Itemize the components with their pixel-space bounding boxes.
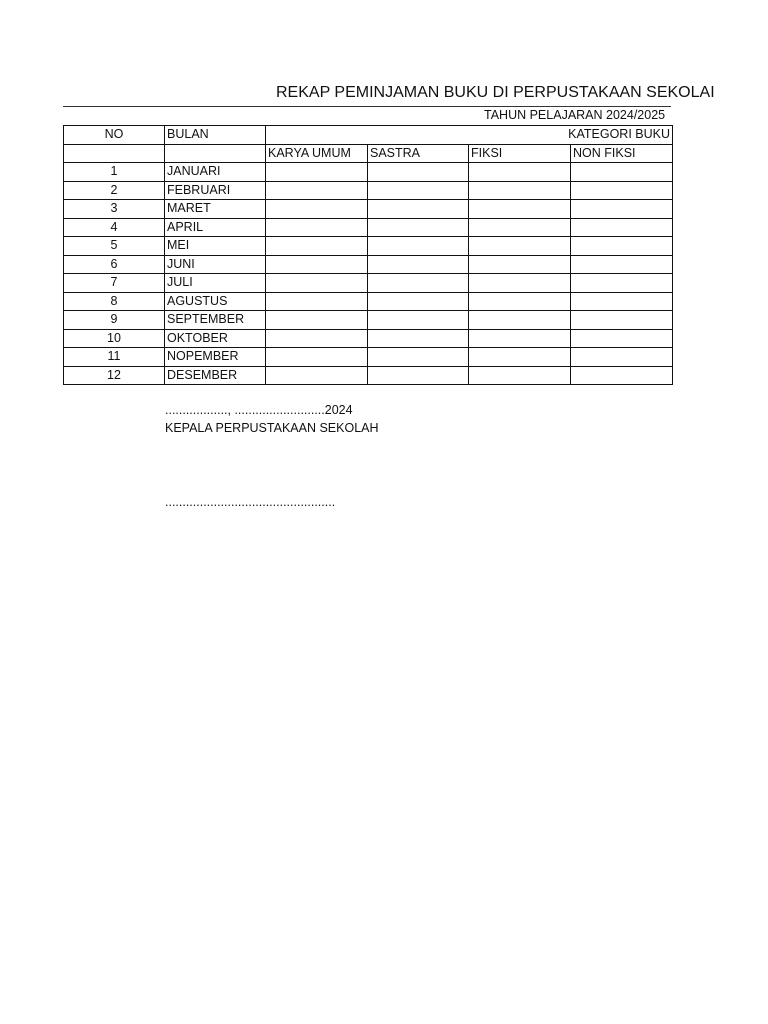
row-karya-umum-cell — [266, 218, 368, 237]
row-non-fiksi-cell — [571, 181, 673, 200]
table-header-row — [64, 126, 673, 145]
row-sastra-cell — [368, 163, 469, 182]
row-no-cell: 8 — [64, 292, 165, 311]
table-row — [64, 311, 673, 330]
signature-place-date: .................., ..........................2024 — [165, 403, 353, 417]
row-sastra-cell — [368, 329, 469, 348]
page-title: REKAP PEMINJAMAN BUKU DI PERPUSTAKAAN SEKOLAI — [276, 84, 715, 101]
row-month-cell: AGUSTUS — [165, 292, 266, 311]
row-karya-umum-cell — [266, 181, 368, 200]
row-fiksi-cell — [469, 255, 571, 274]
row-sastra-cell — [368, 200, 469, 219]
subheader-empty-cell — [165, 144, 266, 163]
row-non-fiksi-cell — [571, 200, 673, 219]
row-no-cell: 5 — [64, 237, 165, 256]
row-karya-umum-cell — [266, 255, 368, 274]
school-year-subtitle: TAHUN PELAJARAN 2024/2025 — [484, 108, 666, 122]
row-fiksi-cell — [469, 329, 571, 348]
table-row — [64, 218, 673, 237]
row-fiksi-cell — [469, 163, 571, 182]
signature-role: KEPALA PERPUSTAKAAN SEKOLAH — [165, 421, 379, 435]
row-month-cell: MEI — [165, 237, 266, 256]
row-non-fiksi-cell — [571, 218, 673, 237]
table-row — [64, 348, 673, 367]
table-row — [64, 292, 673, 311]
row-fiksi-cell — [469, 200, 571, 219]
signature-name-line: ................................................. — [165, 495, 336, 509]
header-bulan: BULAN — [165, 126, 266, 145]
table-subheader-row — [64, 144, 673, 163]
row-non-fiksi-cell — [571, 255, 673, 274]
row-non-fiksi-cell — [571, 348, 673, 367]
table-row — [64, 163, 673, 182]
row-no-cell: 10 — [64, 329, 165, 348]
row-month-cell: OKTOBER — [165, 329, 266, 348]
row-sastra-cell — [368, 366, 469, 385]
row-fiksi-cell — [469, 366, 571, 385]
row-fiksi-cell — [469, 348, 571, 367]
row-non-fiksi-cell — [571, 311, 673, 330]
table-row — [64, 366, 673, 385]
subheader-karya-umum: KARYA UMUM — [266, 144, 368, 163]
row-karya-umum-cell — [266, 329, 368, 348]
row-karya-umum-cell — [266, 163, 368, 182]
row-karya-umum-cell — [266, 311, 368, 330]
row-fiksi-cell — [469, 181, 571, 200]
row-no-cell: 4 — [64, 218, 165, 237]
table-row — [64, 255, 673, 274]
row-sastra-cell — [368, 218, 469, 237]
row-non-fiksi-cell — [571, 237, 673, 256]
row-fiksi-cell — [469, 237, 571, 256]
row-sastra-cell — [368, 255, 469, 274]
row-month-cell: SEPTEMBER — [165, 311, 266, 330]
row-month-cell: JUNI — [165, 255, 266, 274]
row-karya-umum-cell — [266, 292, 368, 311]
row-month-cell: DESEMBER — [165, 366, 266, 385]
row-karya-umum-cell — [266, 348, 368, 367]
row-month-cell: JULI — [165, 274, 266, 293]
row-month-cell: APRIL — [165, 218, 266, 237]
row-sastra-cell — [368, 181, 469, 200]
row-sastra-cell — [368, 237, 469, 256]
row-non-fiksi-cell — [571, 329, 673, 348]
row-fiksi-cell — [469, 218, 571, 237]
header-no: NO — [64, 126, 165, 145]
subheader-fiksi: FIKSI — [469, 144, 571, 163]
row-fiksi-cell — [469, 311, 571, 330]
row-sastra-cell — [368, 292, 469, 311]
row-sastra-cell — [368, 348, 469, 367]
row-no-cell: 3 — [64, 200, 165, 219]
table-row — [64, 274, 673, 293]
row-no-cell: 7 — [64, 274, 165, 293]
subheader-empty-cell — [64, 144, 165, 163]
row-no-cell: 9 — [64, 311, 165, 330]
table-row — [64, 329, 673, 348]
row-fiksi-cell — [469, 274, 571, 293]
row-sastra-cell — [368, 274, 469, 293]
row-fiksi-cell — [469, 292, 571, 311]
row-non-fiksi-cell — [571, 274, 673, 293]
row-month-cell: NOPEMBER — [165, 348, 266, 367]
row-no-cell: 2 — [64, 181, 165, 200]
title-divider — [63, 106, 671, 107]
row-no-cell: 12 — [64, 366, 165, 385]
row-no-cell: 6 — [64, 255, 165, 274]
row-karya-umum-cell — [266, 366, 368, 385]
recap-table — [63, 125, 673, 385]
row-no-cell: 11 — [64, 348, 165, 367]
row-karya-umum-cell — [266, 274, 368, 293]
row-no-cell: 1 — [64, 163, 165, 182]
row-non-fiksi-cell — [571, 163, 673, 182]
subheader-sastra: SASTRA — [368, 144, 469, 163]
row-karya-umum-cell — [266, 200, 368, 219]
subheader-non-fiksi: NON FIKSI — [571, 144, 673, 163]
row-non-fiksi-cell — [571, 366, 673, 385]
table-row — [64, 200, 673, 219]
row-karya-umum-cell — [266, 237, 368, 256]
table-row — [64, 237, 673, 256]
header-kategori-buku: KATEGORI BUKU — [266, 126, 673, 145]
row-sastra-cell — [368, 311, 469, 330]
table-row — [64, 181, 673, 200]
row-non-fiksi-cell — [571, 292, 673, 311]
row-month-cell: JANUARI — [165, 163, 266, 182]
row-month-cell: FEBRUARI — [165, 181, 266, 200]
row-month-cell: MARET — [165, 200, 266, 219]
